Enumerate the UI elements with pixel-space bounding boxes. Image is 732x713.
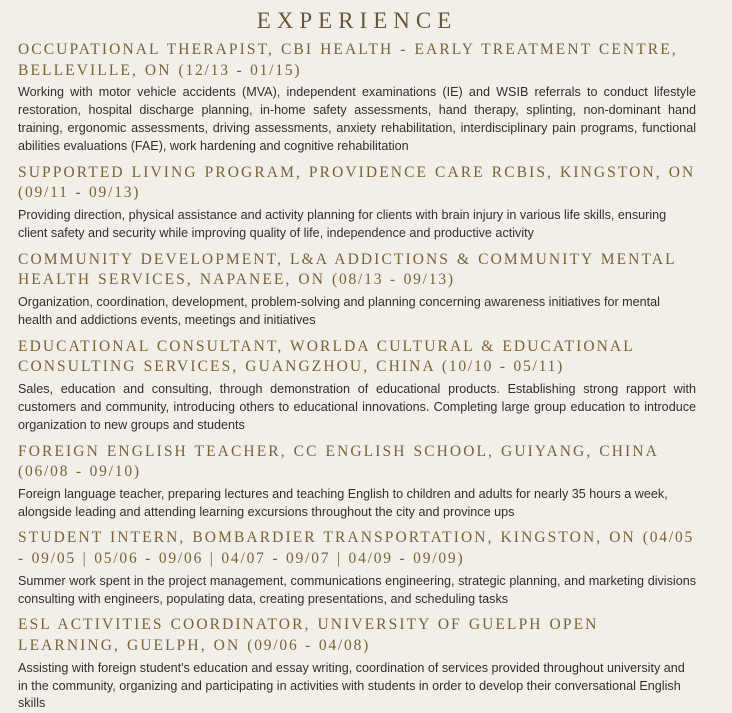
experience-entry-title: EDUCATIONAL CONSULTANT, WORLDA CULTURAL & EDUCATIONAL CONSULTING SERVICES, GUANGZHOU, CHINA — [18, 337, 635, 376]
experience-entry-heading — [18, 528, 696, 569]
experience-entry-description: Working with motor vehicle accidents (MVA), independent examinations (IE) and WSIB referrals to conduct lifestyle restoration, hospital discharge planning, in-home safety assessments, hand therapy, splinting, non-dominant hand training, ergonomic assessments, driving assessments, anxiety rehabilitation, interdisciplinary pain programs, functional abilities evaluations (FAE), work hardening and cognitive rehabilitation — [18, 85, 696, 153]
experience-entry-title: SUPPORTED LIVING PROGRAM, PROVIDENCE CARE RCBIS, KINGSTON, ON — [18, 163, 696, 181]
experience-entry — [18, 337, 696, 435]
experience-entry-dates: (04/05 - 09/05 | 05/06 - 09/06 | 04/07 - 09/07 | 04/09 - 09/09) — [18, 529, 695, 568]
experience-entry — [18, 250, 696, 330]
experience-entry-title: FOREIGN ENGLISH TEACHER, CC ENGLISH SCHOOL, GUIYANG, CHINA — [18, 442, 659, 460]
experience-entry-dates: (09/06 - 04/08) — [247, 637, 371, 655]
experience-entry-heading — [18, 40, 696, 81]
experience-entry-dates: (08/13 - 09/13) — [331, 271, 455, 289]
experience-entry-description: Organization, coordination, development, problem-solving and planning concerning awareness initiatives for mental health and addictions events, meetings and initiatives — [18, 294, 660, 327]
experience-entry-description: Summer work spent in the project management, communications engineering, strategic planning, and marketing divisions consulting with engineers, populating data, creating presentations, and scheduling tasks — [18, 573, 696, 606]
experience-entry-dates: (10/10 - 05/11) — [441, 358, 565, 376]
experience-entry-description: Sales, education and consulting, through demonstration of educational products. Establishing strong rapport with customers and community, introducing others to educational innovations. Completing large group education to introduce organization to new groups and students — [18, 381, 696, 432]
experience-entry — [18, 163, 696, 243]
experience-entry-dates: (06/08 - 09/10) — [18, 463, 141, 481]
experience-entry — [18, 40, 696, 156]
experience-entry-heading — [18, 250, 696, 291]
experience-entry-title: OCCUPATIONAL THERAPIST, CBI HEALTH - EARLY TREATMENT CENTRE, BELLEVILLE, ON — [18, 41, 678, 79]
experience-entry — [18, 615, 696, 713]
experience-entry-heading — [18, 337, 696, 378]
experience-entry — [18, 528, 696, 608]
experience-entry-dates: (09/11 - 09/13) — [18, 184, 141, 202]
page-title: EXPERIENCE — [256, 8, 458, 33]
experience-entry-title: ESL ACTIVITIES COORDINATOR, UNIVERSITY OF GUELPH OPEN LEARNING, GUELPH, ON — [18, 616, 599, 655]
experience-entry-description: Providing direction, physical assistance and activity planning for clients with brain injury in various life skills, ensuring client safety and security while improving quality of life, independence and productive activity — [18, 207, 667, 240]
experience-entry-heading — [18, 615, 696, 656]
experience-entry-title: STUDENT INTERN, BOMBARDIER TRANSPORTATION, KINGSTON, ON — [18, 529, 636, 547]
experience-entry-title: COMMUNITY DEVELOPMENT, L&A ADDICTIONS & COMMUNITY MENTAL HEALTH SERVICES, NAPANEE, ON — [18, 250, 677, 289]
experience-entry-description: Assisting with foreign student's education and essay writing, coordination of services provided throughout university and in the community, organizing and participating in activities with students in order to develop their conversational English skills — [18, 660, 685, 711]
experience-entry-heading — [18, 163, 696, 204]
experience-entry-heading — [18, 442, 696, 483]
experience-entry-dates: (12/13 - 01/15) — [178, 61, 302, 79]
experience-entry — [18, 442, 696, 522]
experience-entry-description: Foreign language teacher, preparing lectures and teaching English to children and adults for nearly 35 hours a week, alongside leading and attending learning excursions throughout the city and province ups — [18, 486, 668, 519]
